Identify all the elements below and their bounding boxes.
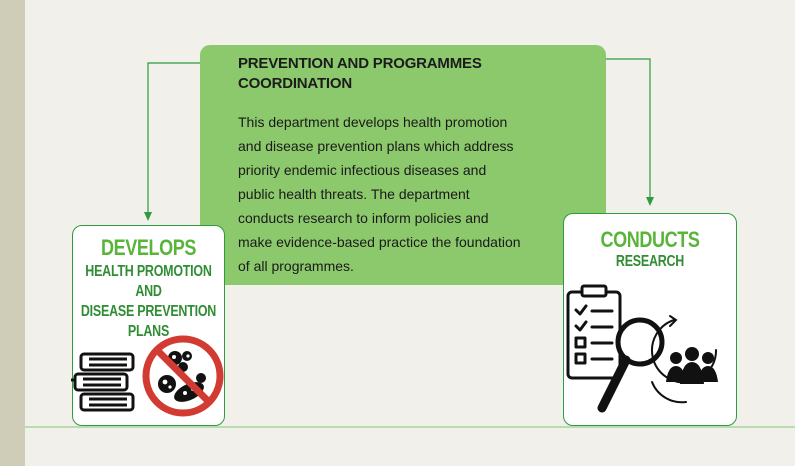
department-description	[238, 110, 568, 278]
title-line: COORDINATION	[238, 75, 352, 92]
subheading-line: PLANS	[127, 323, 170, 340]
conducts-heading: CONDUCTS	[600, 227, 700, 252]
description-line: conducts research to inform policies and	[238, 210, 489, 226]
conducts-subheading	[574, 252, 727, 272]
develops-card	[72, 225, 225, 426]
description-line: and disease prevention plans which address	[238, 138, 514, 154]
develops-subheading	[80, 262, 217, 342]
description-line: of all programmes.	[238, 258, 354, 274]
title-line: PREVENTION AND PROGRAMMES	[238, 55, 482, 72]
left-arrowhead	[144, 212, 152, 221]
subheading-line: RESEARCH	[615, 253, 685, 270]
subheading-line: HEALTH PROMOTION AND	[85, 263, 212, 300]
people-cycle-icon	[644, 312, 736, 412]
no-germs-icon	[141, 334, 225, 418]
description-line: This department develops health promotion	[238, 114, 508, 130]
books-icon	[71, 346, 141, 420]
right-arrowhead	[646, 197, 654, 206]
left-connector	[148, 63, 200, 214]
subheading-line: DISEASE PREVENTION	[80, 303, 217, 320]
develops-heading: DEVELOPS	[101, 235, 196, 260]
conducts-card	[563, 213, 737, 426]
description-line: priority endemic infectious diseases and	[238, 162, 487, 178]
right-connector	[606, 59, 650, 199]
department-title	[238, 54, 538, 94]
description-line: make evidence-based practice the foundation	[238, 234, 521, 250]
description-line: public health threats. The department	[238, 186, 470, 202]
